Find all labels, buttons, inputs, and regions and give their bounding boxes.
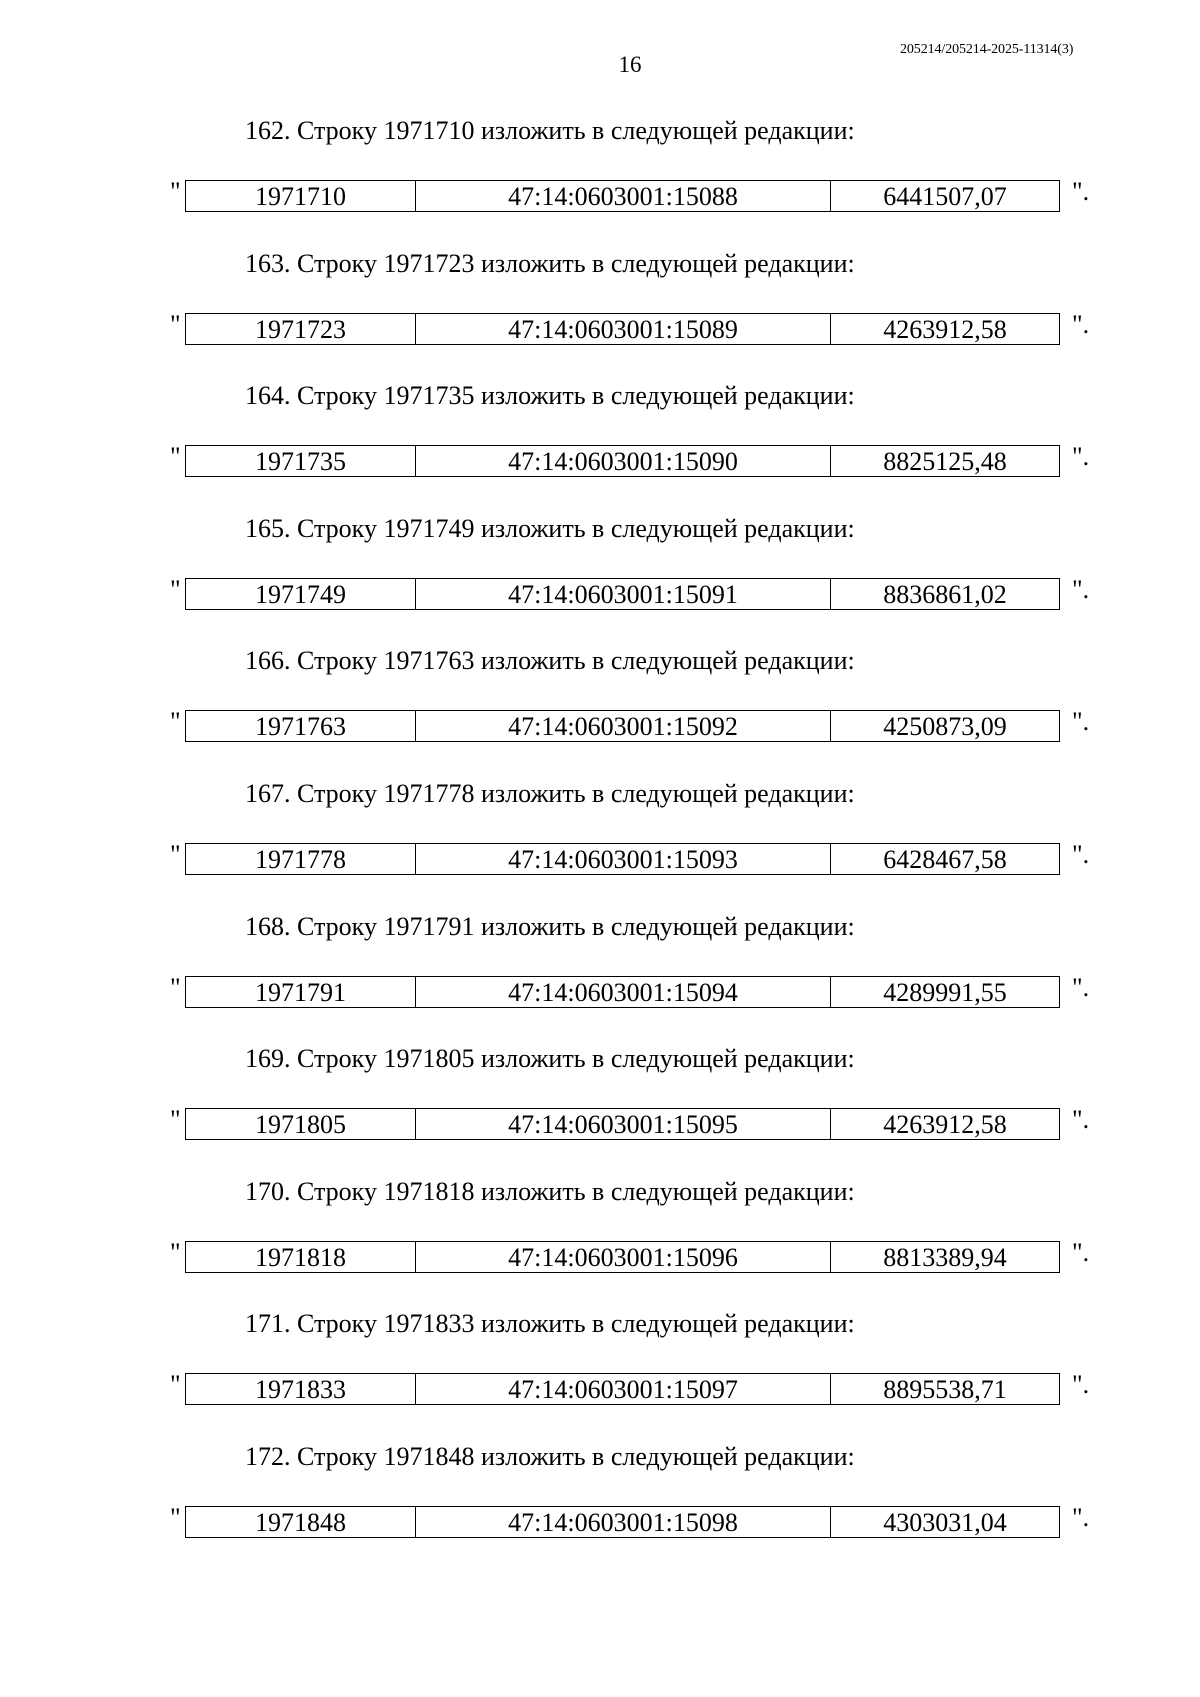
opening-quote: " <box>170 1237 181 1267</box>
table-row <box>185 1373 1060 1405</box>
table-row <box>185 578 1060 610</box>
row-number-cell: 1971710 <box>186 181 416 211</box>
cadastral-number-cell: 47:14:0603001:15094 <box>416 977 831 1007</box>
cadastral-number-cell: 47:14:0603001:15092 <box>416 711 831 741</box>
closing-quote: ". <box>1072 442 1090 472</box>
amendment-instruction: 171. Строку 1971833 изложить в следующей редакции: <box>245 1309 855 1339</box>
amendment-instruction: 162. Строку 1971710 изложить в следующей редакции: <box>245 116 855 145</box>
value-cell: 8836861,02 <box>883 579 1007 609</box>
amendment-instruction: 172. Строку 1971848 изложить в следующей редакции: <box>245 1441 855 1471</box>
table-row <box>185 976 1060 1008</box>
value-cell: 8895538,71 <box>883 1375 1007 1405</box>
closing-quote: ". <box>1072 177 1090 206</box>
closing-quote: ". <box>1072 1370 1090 1400</box>
value-cell: 8825125,48 <box>883 447 1007 477</box>
amendment-block <box>0 375 1200 508</box>
amendment-block <box>0 773 1200 906</box>
opening-quote: " <box>170 1502 181 1532</box>
opening-quote: " <box>170 574 181 604</box>
value-cell: 6428467,58 <box>883 844 1007 874</box>
amendment-block <box>0 1171 1200 1304</box>
amendment-instruction: 164. Строку 1971735 изложить в следующей редакции: <box>245 381 855 411</box>
closing-quote: ". <box>1072 1502 1090 1532</box>
opening-quote: " <box>170 1105 181 1135</box>
amendment-instruction: 168. Строку 1971791 изложить в следующей редакции: <box>245 911 855 941</box>
cadastral-number-cell: 47:14:0603001:15090 <box>416 446 831 476</box>
opening-quote: " <box>170 177 181 206</box>
row-number-cell: 1971735 <box>186 446 416 476</box>
amendment-instruction: 167. Строку 1971778 изложить в следующей редакции: <box>245 778 855 808</box>
row-number-cell: 1971805 <box>186 1109 416 1139</box>
row-number-cell: 1971833 <box>186 1374 416 1404</box>
opening-quote: " <box>170 309 181 339</box>
table-row <box>185 1506 1060 1538</box>
cadastral-number-cell: 47:14:0603001:15096 <box>416 1242 831 1272</box>
closing-quote: ". <box>1072 1237 1090 1267</box>
table-row <box>185 1108 1060 1140</box>
row-number-cell: 1971749 <box>186 579 416 609</box>
amendment-block <box>0 508 1200 641</box>
table-row <box>185 843 1060 875</box>
amendment-block <box>0 243 1200 376</box>
value-cell: 4263912,58 <box>883 314 1007 344</box>
closing-quote: ". <box>1072 309 1090 339</box>
amendment-block <box>0 1038 1200 1171</box>
value-cell: 8813389,94 <box>883 1242 1007 1272</box>
table-row <box>185 710 1060 742</box>
amendment-block <box>0 1436 1200 1569</box>
closing-quote: ". <box>1072 574 1090 604</box>
closing-quote: ". <box>1072 1105 1090 1135</box>
opening-quote: " <box>170 1370 181 1400</box>
table-row <box>185 445 1060 477</box>
cadastral-number-cell: 47:14:0603001:15095 <box>416 1109 831 1139</box>
row-number-cell: 1971848 <box>186 1507 416 1537</box>
row-number-cell: 1971723 <box>186 314 416 344</box>
page-number: 16 <box>618 52 642 77</box>
value-cell: 6441507,07 <box>883 182 1007 211</box>
cadastral-number-cell: 47:14:0603001:15089 <box>416 314 831 344</box>
value-cell: 4289991,55 <box>883 977 1007 1007</box>
value-cell: 4303031,04 <box>883 1507 1007 1537</box>
row-number-cell: 1971818 <box>186 1242 416 1272</box>
document-id: 205214/205214-2025-11314(3) <box>900 42 1074 57</box>
opening-quote: " <box>170 442 181 472</box>
opening-quote: " <box>170 707 181 737</box>
cadastral-number-cell: 47:14:0603001:15098 <box>416 1507 831 1537</box>
amendment-block <box>0 906 1200 1039</box>
value-cell: 4250873,09 <box>883 712 1007 742</box>
row-number-cell: 1971778 <box>186 844 416 874</box>
row-number-cell: 1971763 <box>186 711 416 741</box>
amendment-instruction: 165. Строку 1971749 изложить в следующей редакции: <box>245 513 855 543</box>
value-cell: 4263912,58 <box>883 1110 1007 1140</box>
amendment-block <box>0 640 1200 773</box>
table-row <box>185 1241 1060 1273</box>
cadastral-number-cell: 47:14:0603001:15093 <box>416 844 831 874</box>
opening-quote: " <box>170 839 181 869</box>
amendment-instruction: 170. Строку 1971818 изложить в следующей редакции: <box>245 1176 855 1206</box>
closing-quote: ". <box>1072 839 1090 869</box>
amendment-instruction: 169. Строку 1971805 изложить в следующей редакции: <box>245 1044 855 1074</box>
opening-quote: " <box>170 972 181 1002</box>
row-number-cell: 1971791 <box>186 977 416 1007</box>
amendment-list <box>0 110 1200 1569</box>
amendment-block <box>0 1303 1200 1436</box>
cadastral-number-cell: 47:14:0603001:15088 <box>416 181 831 211</box>
closing-quote: ". <box>1072 707 1090 737</box>
table-row <box>185 313 1060 345</box>
cadastral-number-cell: 47:14:0603001:15091 <box>416 579 831 609</box>
amendment-instruction: 163. Строку 1971723 изложить в следующей редакции: <box>245 248 855 278</box>
amendment-instruction: 166. Строку 1971763 изложить в следующей редакции: <box>245 646 855 676</box>
amendment-block <box>0 110 1200 243</box>
closing-quote: ". <box>1072 972 1090 1002</box>
table-row <box>185 180 1060 212</box>
cadastral-number-cell: 47:14:0603001:15097 <box>416 1374 831 1404</box>
